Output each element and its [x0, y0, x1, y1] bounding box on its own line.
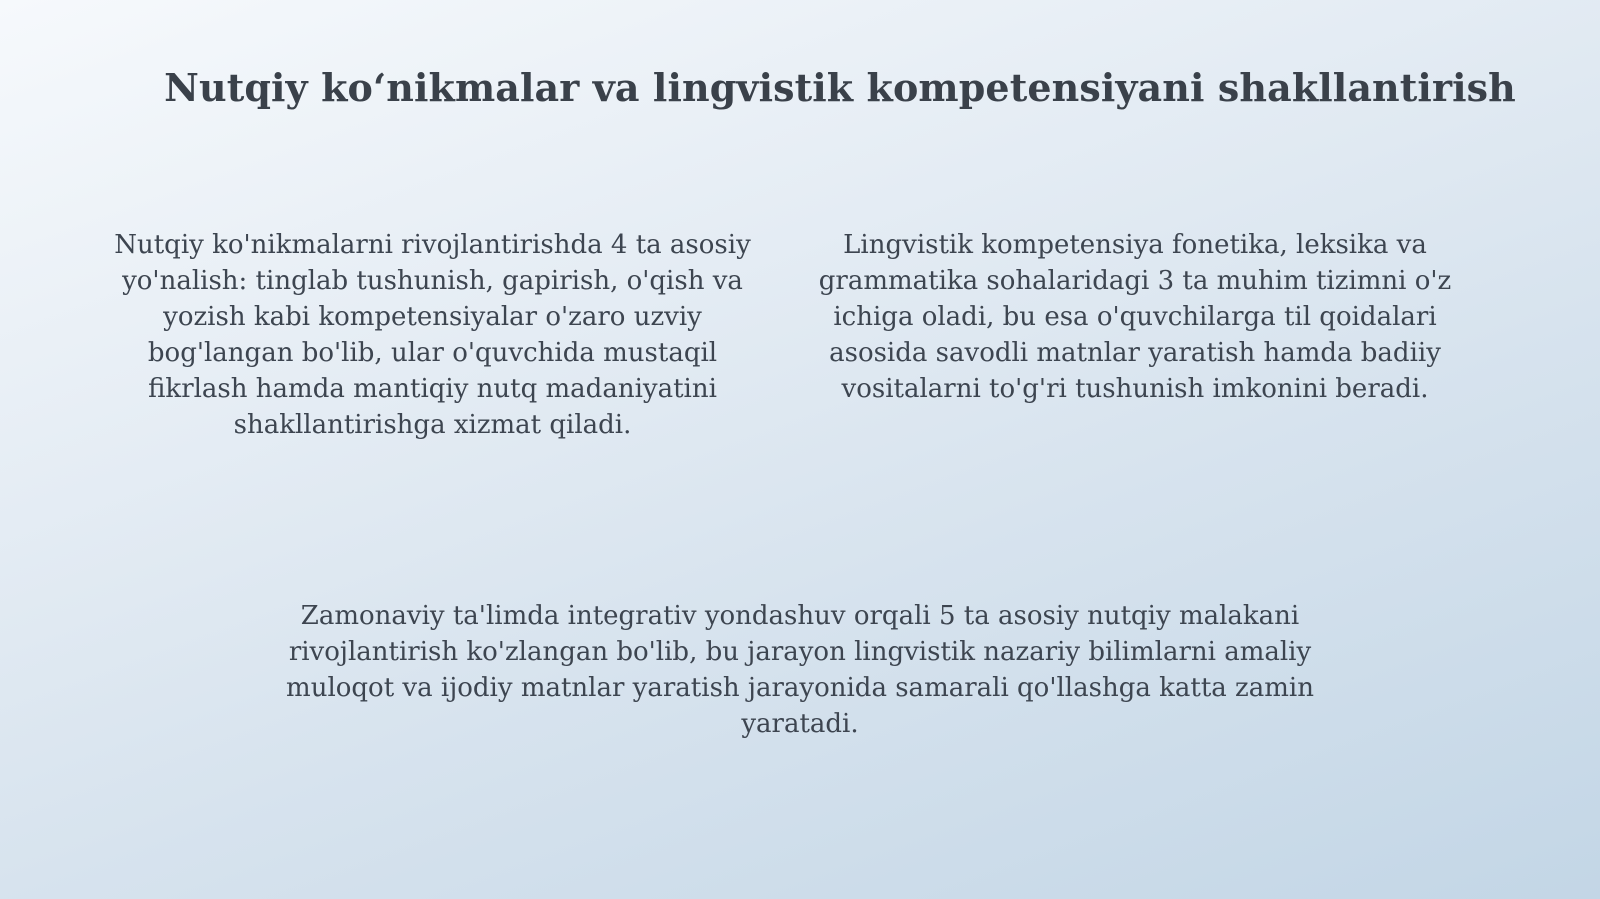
paragraph-linguistic-competence: Lingvistik kompetensiya fonetika, leksika va grammatika sohalaridagi 3 ta muhim tizimni o'z ichiga oladi, bu esa o'quvchilarga til qoidalari asosida savodli matnlar yaratish hamda badiiy vositalarni to'g'ri tushunish imkonini beradi. — [818, 230, 1452, 404]
paragraph-integrative-approach: Zamonaviy ta'limda integrativ yondashuv orqali 5 ta asosiy nutqiy malakani rivojlantirish ko'zlangan bo'lib, bu jarayon lingvistik nazariy bilimlarni amaliy muloqot va ijodiy matnlar yaratish jarayonida samarali qo'llashga katta zamin yaratadi. — [286, 601, 1314, 739]
slide-title: Nutqiy ko‘nikmalar va lingvistik kompetensiyani shakllantirish — [164, 65, 1516, 110]
paragraph-speech-skills: Nutqiy ko'nikmalarni rivojlantirishda 4 ta asosiy yo'nalish: tinglab tushunish, gapirish, o'qish va yozish kabi kompetensiyalar o'zaro uzviy bog'langan bo'lib, ular o'quvchida mustaqil fikrlash hamda mantiqiy nutq madaniyatini shakllantirishga xizmat qiladi. — [114, 230, 751, 440]
